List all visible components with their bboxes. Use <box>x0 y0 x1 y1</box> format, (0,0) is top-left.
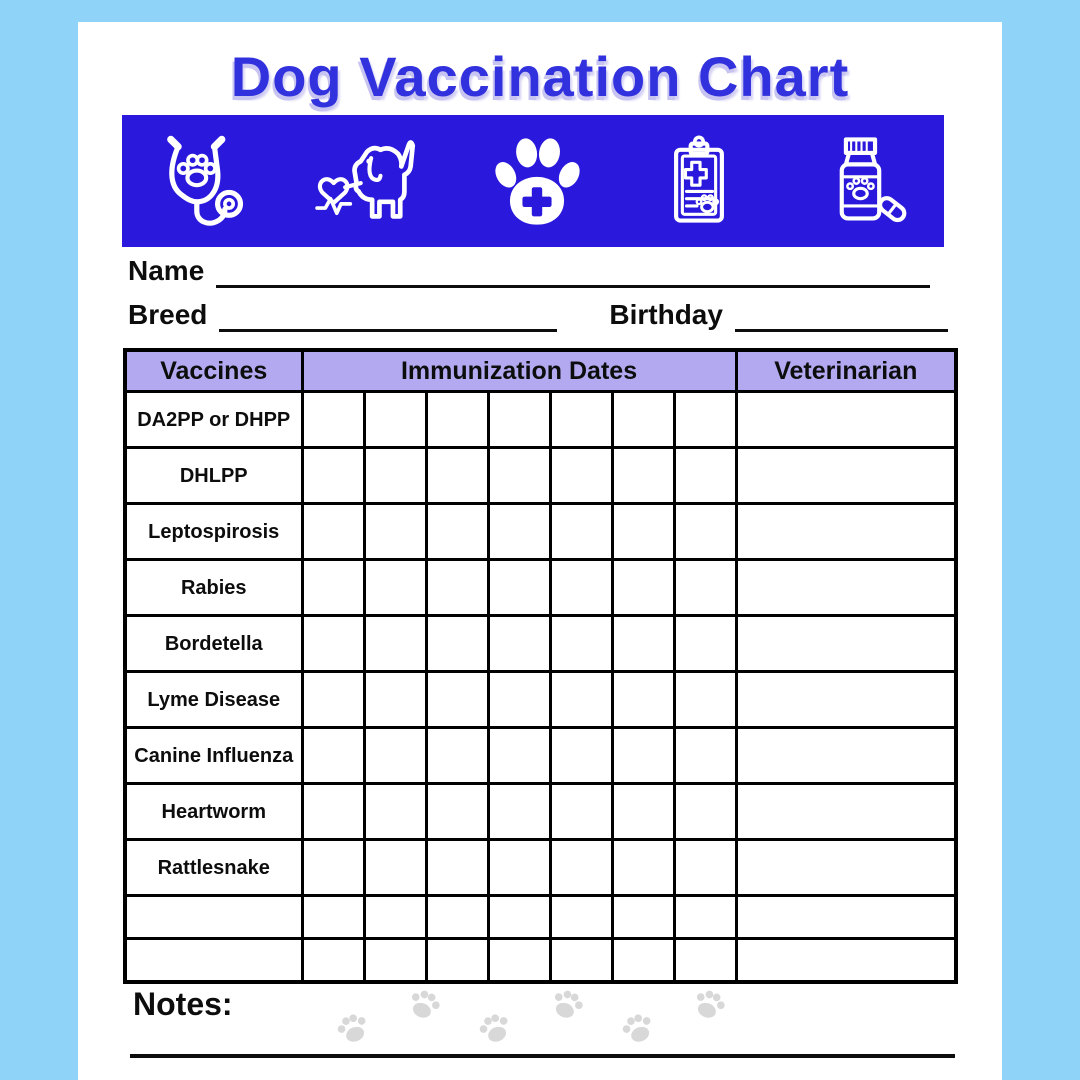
immunization-date-cell[interactable] <box>426 728 488 784</box>
immunization-date-cell[interactable] <box>674 560 736 616</box>
vaccine-name-cell: Rattlesnake <box>125 840 302 896</box>
immunization-date-cell[interactable] <box>674 448 736 504</box>
table-row <box>125 504 956 560</box>
immunization-date-cell[interactable] <box>612 560 674 616</box>
birthday-label: Birthday <box>609 299 723 330</box>
immunization-date-cell[interactable] <box>612 504 674 560</box>
table-header-row <box>125 350 956 392</box>
breed-input-line[interactable] <box>219 299 557 332</box>
table-row <box>125 392 956 448</box>
vaccine-name-cell <box>125 939 302 982</box>
immunization-date-cell[interactable] <box>612 616 674 672</box>
immunization-date-cell[interactable] <box>550 504 612 560</box>
immunization-date-cell[interactable] <box>674 784 736 840</box>
vaccine-name-cell: Lyme Disease <box>125 672 302 728</box>
table-row <box>125 560 956 616</box>
name-field-row <box>128 254 930 288</box>
immunization-date-cell[interactable] <box>302 504 364 560</box>
immunization-date-cell[interactable] <box>674 840 736 896</box>
immunization-date-cell[interactable] <box>364 560 426 616</box>
veterinarian-cell[interactable] <box>736 392 956 448</box>
immunization-date-cell[interactable] <box>364 896 426 939</box>
immunization-date-cell[interactable] <box>364 616 426 672</box>
immunization-date-cell[interactable] <box>488 392 550 448</box>
immunization-date-cell[interactable] <box>674 728 736 784</box>
immunization-date-cell[interactable] <box>426 939 488 982</box>
icon-banner <box>122 115 944 247</box>
breed-label: Breed <box>128 299 208 330</box>
immunization-date-cell[interactable] <box>550 728 612 784</box>
table-row <box>125 728 956 784</box>
immunization-date-cell[interactable] <box>302 616 364 672</box>
immunization-date-cell[interactable] <box>488 784 550 840</box>
immunization-dates-column-header: Immunization Dates <box>302 350 736 392</box>
immunization-date-cell[interactable] <box>364 840 426 896</box>
immunization-date-cell[interactable] <box>364 448 426 504</box>
immunization-date-cell[interactable] <box>426 672 488 728</box>
immunization-date-cell[interactable] <box>612 840 674 896</box>
table-row <box>125 672 956 728</box>
immunization-date-cell[interactable] <box>302 939 364 982</box>
immunization-date-cell[interactable] <box>426 560 488 616</box>
immunization-date-cell[interactable] <box>488 840 550 896</box>
immunization-date-cell[interactable] <box>612 939 674 982</box>
veterinarian-cell[interactable] <box>736 840 956 896</box>
dog-heartbeat-icon <box>309 129 427 233</box>
immunization-date-cell[interactable] <box>612 392 674 448</box>
immunization-date-cell[interactable] <box>550 939 612 982</box>
stethoscope-paw-icon <box>150 129 254 233</box>
vaccine-name-cell: DHLPP <box>125 448 302 504</box>
birthday-input-line[interactable] <box>735 299 948 332</box>
immunization-date-cell[interactable] <box>302 392 364 448</box>
name-label: Name <box>128 255 205 286</box>
immunization-date-cell[interactable] <box>426 616 488 672</box>
immunization-date-cell[interactable] <box>674 672 736 728</box>
table-row <box>125 784 956 840</box>
immunization-date-cell[interactable] <box>674 896 736 939</box>
immunization-date-cell[interactable] <box>426 392 488 448</box>
paw-print-icon <box>331 1007 375 1051</box>
immunization-date-cell[interactable] <box>612 672 674 728</box>
immunization-date-cell[interactable] <box>612 896 674 939</box>
table-row <box>125 448 956 504</box>
notes-label: Notes: <box>133 986 233 1022</box>
table-row <box>125 616 956 672</box>
immunization-date-cell[interactable] <box>302 560 364 616</box>
veterinarian-cell[interactable] <box>736 504 956 560</box>
immunization-date-cell[interactable] <box>364 939 426 982</box>
immunization-date-cell[interactable] <box>550 616 612 672</box>
immunization-date-cell[interactable] <box>426 840 488 896</box>
immunization-date-cell[interactable] <box>364 784 426 840</box>
vaccines-column-header: Vaccines <box>125 350 302 392</box>
notes-input-line[interactable] <box>130 1054 955 1058</box>
veterinarian-cell[interactable] <box>736 560 956 616</box>
veterinarian-cell[interactable] <box>736 728 956 784</box>
medical-clipboard-icon <box>647 129 751 233</box>
vaccination-table-body <box>125 392 956 982</box>
vaccine-name-cell: Rabies <box>125 560 302 616</box>
table-row <box>125 896 956 939</box>
veterinarian-column-header: Veterinarian <box>736 350 956 392</box>
printable-page <box>78 22 1002 1080</box>
paw-cross-icon <box>483 129 591 233</box>
veterinarian-cell[interactable] <box>736 616 956 672</box>
veterinarian-cell[interactable] <box>736 939 956 982</box>
immunization-date-cell[interactable] <box>488 672 550 728</box>
immunization-date-cell[interactable] <box>488 896 550 939</box>
immunization-date-cell[interactable] <box>364 672 426 728</box>
medicine-bottle-icon <box>806 129 916 233</box>
vaccine-name-cell: Canine Influenza <box>125 728 302 784</box>
immunization-date-cell[interactable] <box>550 448 612 504</box>
immunization-date-cell[interactable] <box>674 616 736 672</box>
vaccine-name-cell <box>125 896 302 939</box>
immunization-date-cell[interactable] <box>426 784 488 840</box>
immunization-date-cell[interactable] <box>550 784 612 840</box>
immunization-date-cell[interactable] <box>302 728 364 784</box>
vaccination-table <box>123 348 958 984</box>
vaccine-name-cell: Leptospirosis <box>125 504 302 560</box>
veterinarian-cell[interactable] <box>736 784 956 840</box>
immunization-date-cell[interactable] <box>426 504 488 560</box>
immunization-date-cell[interactable] <box>674 939 736 982</box>
immunization-date-cell[interactable] <box>674 504 736 560</box>
immunization-date-cell[interactable] <box>364 392 426 448</box>
immunization-date-cell[interactable] <box>612 448 674 504</box>
immunization-date-cell[interactable] <box>426 896 488 939</box>
paw-print-trail <box>336 988 726 1050</box>
paw-print-icon <box>544 983 588 1027</box>
page-title: Dog Vaccination Chart <box>230 45 850 108</box>
immunization-date-cell[interactable] <box>550 840 612 896</box>
paw-print-icon <box>616 1007 660 1051</box>
veterinarian-cell[interactable] <box>736 896 956 939</box>
immunization-date-cell[interactable] <box>550 560 612 616</box>
immunization-date-cell[interactable] <box>364 504 426 560</box>
vaccine-name-cell: Heartworm <box>125 784 302 840</box>
immunization-date-cell[interactable] <box>612 728 674 784</box>
veterinarian-cell[interactable] <box>736 448 956 504</box>
immunization-date-cell[interactable] <box>302 448 364 504</box>
immunization-date-cell[interactable] <box>302 784 364 840</box>
immunization-date-cell[interactable] <box>488 504 550 560</box>
name-input-line[interactable] <box>216 255 930 288</box>
vaccine-name-cell: Bordetella <box>125 616 302 672</box>
immunization-date-cell[interactable] <box>302 896 364 939</box>
table-row <box>125 840 956 896</box>
immunization-date-cell[interactable] <box>488 939 550 982</box>
immunization-date-cell[interactable] <box>302 840 364 896</box>
immunization-date-cell[interactable] <box>364 728 426 784</box>
immunization-date-cell[interactable] <box>550 672 612 728</box>
veterinarian-cell[interactable] <box>736 672 956 728</box>
immunization-date-cell[interactable] <box>488 728 550 784</box>
immunization-date-cell[interactable] <box>488 616 550 672</box>
vaccine-name-cell: DA2PP or DHPP <box>125 392 302 448</box>
immunization-date-cell[interactable] <box>488 560 550 616</box>
immunization-date-cell[interactable] <box>674 392 736 448</box>
immunization-date-cell[interactable] <box>612 784 674 840</box>
immunization-date-cell[interactable] <box>550 896 612 939</box>
immunization-date-cell[interactable] <box>550 392 612 448</box>
immunization-date-cell[interactable] <box>426 448 488 504</box>
paw-print-icon <box>402 983 446 1027</box>
paw-print-icon <box>473 1007 517 1051</box>
table-row <box>125 939 956 982</box>
immunization-date-cell[interactable] <box>302 672 364 728</box>
immunization-date-cell[interactable] <box>488 448 550 504</box>
paw-print-icon <box>687 983 731 1027</box>
breed-birthday-row <box>128 298 930 332</box>
